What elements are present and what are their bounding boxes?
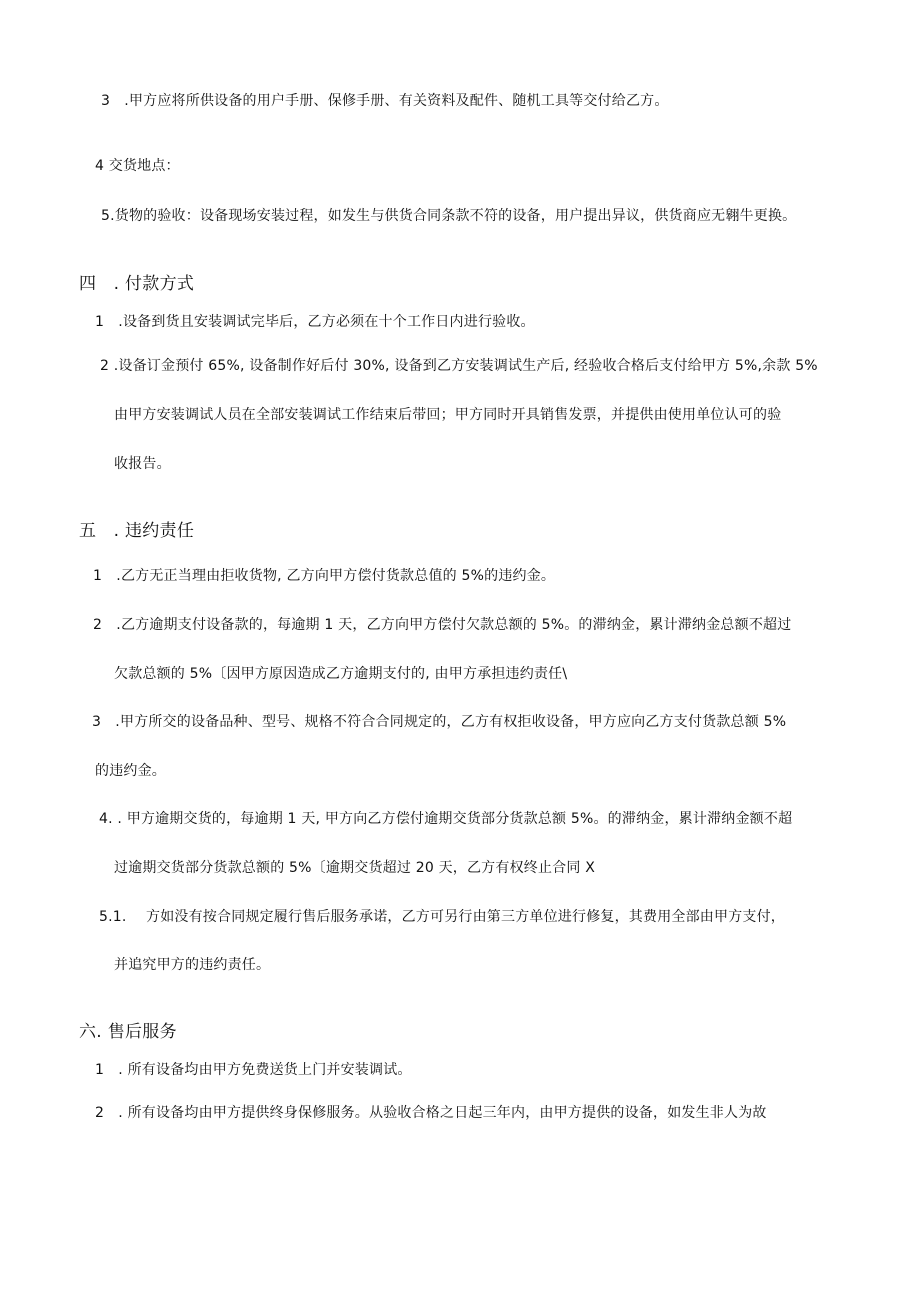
clause-4-1: 1 .设备到货且安装调试完毕后，乙方必须在十个工作日内进行验收。	[95, 314, 535, 330]
clause-3-3: 3 .甲方应将所供设备的用户手册、保修手册、有关资料及配件、随机工具等交付给乙方。	[101, 93, 669, 109]
clause-3-5: 5.货物的验收：设备现场安装过程，如发生与供货合同条款不符的设备，用户提出异议，供货商应无翱牛更换。	[101, 208, 797, 224]
clause-5-1: 1 .乙方无正当理由拒收货物, 乙方向甲方偿付货款总值的 5%的违约金。	[93, 568, 556, 584]
clause-5-5-1-line2: 并追究甲方的违约责任。	[114, 957, 271, 973]
clause-3-4: 4 交货地点：	[95, 158, 180, 174]
section-heading-payment: 四 . 付款方式	[79, 274, 195, 294]
clause-5-4-line1: 4. . 甲方逾期交货的，每逾期 1 天, 甲方向乙方偿付逾期交货部分货款总额 5%。的滞纳金，累计滞纳金额不超	[99, 811, 793, 827]
clause-5-2-line1: 2 .乙方逾期支付设备款的，每逾期 1 天，乙方向甲方偿付欠款总额的 5%。的滞纳金，累计滞纳金总额不超过	[93, 617, 792, 633]
clause-4-2-line3: 收报告。	[114, 456, 171, 472]
clause-5-5-1-line1: 方如没有按合同规定履行售后服务承诺，乙方可另行由第三方单位进行修复，其费用全部由甲方支付，	[146, 909, 785, 925]
clause-4-2-line2: 由甲方安装调试人员在全部安装调试工作结束后带回；甲方同时开具销售发票，并提供由使用单位认可的验	[114, 407, 782, 423]
section-heading-after-sales: 六. 售后服务	[79, 1022, 177, 1042]
clause-6-2: 2 . 所有设备均由甲方提供终身保修服务。从验收合格之日起三年内，由甲方提供的设备，如发生非人为故	[95, 1105, 767, 1121]
section-heading-liability: 五 . 违约责任	[79, 521, 195, 541]
clause-5-3-line1: 3 .甲方所交的设备品种、型号、规格不符合合同规定的，乙方有权拒收设备，甲方应向乙方支付货款总额 5%	[92, 714, 787, 730]
clause-5-4-line2: 过逾期交货部分货款总额的 5%〔逾期交货超过 20 天，乙方有权终止合同 X	[114, 860, 596, 876]
clause-5-5-1-number: 5.1.	[99, 909, 127, 925]
clause-5-3-line2: 的违约金。	[95, 763, 166, 779]
clause-6-1: 1 . 所有设备均由甲方免费送货上门并安装调试。	[95, 1062, 412, 1078]
clause-4-2-line1: 2 .设备订金预付 65%, 设备制作好后付 30%, 设备到乙方安装调试生产后, 经验收合格后支付给甲方 5%,余款 5%	[100, 358, 818, 374]
clause-5-2-line2: 欠款总额的 5%〔因甲方原因造成乙方逾期支付的, 由甲方承担违约责任\	[114, 666, 568, 682]
